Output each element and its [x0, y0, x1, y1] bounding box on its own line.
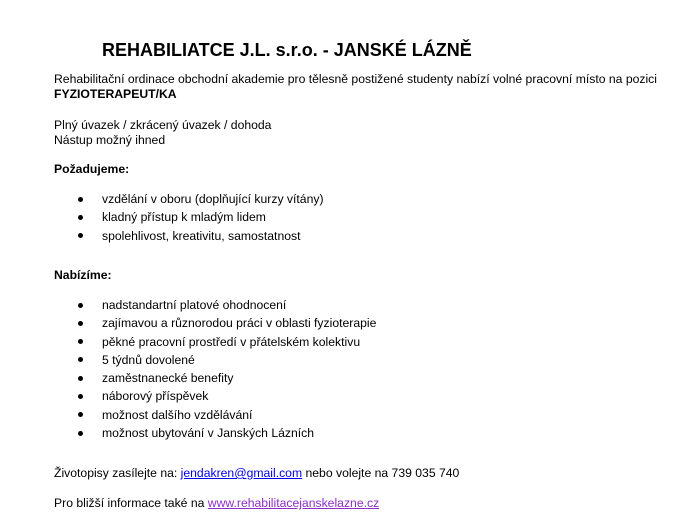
requirements-list — [54, 190, 324, 245]
list-item-text: náborový příspěvek — [102, 389, 209, 404]
job-position: FYZIOTERAPEUT/KA — [54, 87, 177, 101]
bullet-icon — [78, 394, 83, 399]
list-item — [54, 387, 376, 405]
list-item — [54, 424, 376, 442]
list-item-text: nadstandartní platové ohodnocení — [102, 298, 287, 312]
list-item — [54, 406, 376, 424]
list-item-text: spolehlivost, kreativitu, samostatnost — [102, 228, 301, 243]
list-item — [54, 296, 376, 314]
bullet-icon — [78, 321, 83, 326]
bullet-icon — [78, 412, 83, 417]
list-item-text: možnost dalšího vzdělávání — [102, 407, 253, 422]
list-item-text: pěkné pracovní prostředí v přátelském kolektivu — [102, 334, 361, 349]
list-item — [54, 227, 324, 245]
employment-terms — [54, 118, 271, 148]
bullet-icon — [78, 357, 83, 362]
offers-heading: Nabízíme: — [54, 268, 112, 282]
contact-line — [54, 466, 459, 481]
requirements-heading: Požadujeme: — [54, 162, 130, 176]
intro-text: Rehabilitační ordinace obchodní akademie pro tělesně postižené studenty nabízí volné pracovní místo na pozici — [54, 72, 657, 86]
intro-paragraph — [54, 72, 674, 102]
email-link[interactable]: jendakren@gmail.com — [180, 466, 303, 480]
bullet-icon — [78, 303, 83, 308]
more-info-line — [54, 496, 379, 511]
list-item — [54, 369, 376, 387]
website-link[interactable]: www.rehabilitacejanskelazne.cz — [207, 496, 380, 510]
offers-list — [54, 296, 376, 442]
contact-prefix: Životopisy zasílejte na: — [54, 466, 181, 480]
bullet-icon — [78, 197, 83, 202]
list-item-text: zajímavou a různorodou práci v oblasti fyzioterapie — [102, 316, 377, 331]
list-item — [54, 333, 376, 351]
list-item — [54, 351, 376, 369]
list-item — [54, 314, 376, 332]
bullet-icon — [78, 233, 83, 238]
list-item — [54, 190, 324, 208]
list-item-text: 5 týdnů dovolené — [102, 352, 195, 367]
bullet-icon — [78, 431, 83, 436]
document-title: REHABILIATCE J.L. s.r.o. - JANSKÉ LÁZNĚ — [102, 40, 472, 60]
list-item-text: vzdělání v oboru (doplňující kurzy vítány) — [102, 192, 324, 206]
bullet-icon — [78, 339, 83, 344]
more-info-prefix: Pro bližší informace také na — [54, 496, 208, 510]
bullet-icon — [78, 376, 83, 381]
bullet-icon — [78, 215, 83, 220]
list-item — [54, 208, 324, 226]
employment-type: Plný úvazek / zkrácený úvazek / dohoda — [54, 118, 272, 132]
contact-phone: nebo volejte na 739 035 740 — [302, 466, 460, 480]
start-date: Nástup možný ihned — [54, 133, 166, 147]
list-item-text: kladný přístup k mladým lidem — [102, 210, 266, 225]
list-item-text: možnost ubytování v Janských Lázních — [102, 426, 315, 441]
list-item-text: zaměstnanecké benefity — [102, 371, 234, 386]
